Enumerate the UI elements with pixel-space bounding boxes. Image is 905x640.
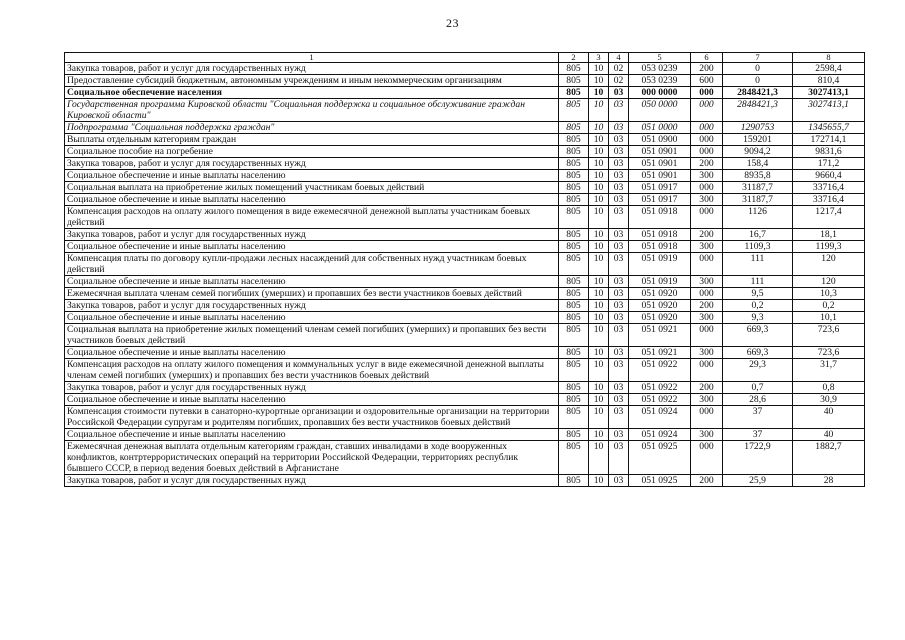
row-amount-col8-cell: 1217,4 — [793, 206, 865, 229]
row-expense-type-cell: 200 — [691, 475, 723, 487]
row-section-cell: 10 — [589, 394, 609, 406]
row-code-cell: 805 — [559, 229, 589, 241]
row-expense-type-cell: 200 — [691, 158, 723, 170]
row-section-cell: 10 — [589, 75, 609, 87]
row-expense-type-cell: 000 — [691, 99, 723, 122]
row-amount-col8-cell: 31,7 — [793, 359, 865, 382]
table-header-row — [65, 53, 865, 63]
row-expense-type-cell: 600 — [691, 75, 723, 87]
row-section-cell: 10 — [589, 63, 609, 75]
table-row — [65, 253, 865, 276]
row-section-cell: 10 — [589, 324, 609, 347]
row-target-article-cell: 051 0918 — [629, 206, 691, 229]
header-cell: 2 — [559, 53, 589, 63]
row-amount-col8-cell: 1345655,7 — [793, 122, 865, 134]
row-code-cell: 805 — [559, 394, 589, 406]
row-section-cell: 10 — [589, 429, 609, 441]
row-amount-col7-cell: 0 — [723, 75, 793, 87]
row-amount-col7-cell: 158,4 — [723, 158, 793, 170]
row-name-cell: Компенсация стоимости путевки в санаторно-курортные организации и оздоровительные организации на территории Российской Федерации супругам и родителям погибших, пропавших без вести участников боевых действий — [65, 406, 559, 429]
table-row — [65, 182, 865, 194]
row-amount-col8-cell: 9831,6 — [793, 146, 865, 158]
row-target-article-cell: 050 0000 — [629, 99, 691, 122]
table-row — [65, 241, 865, 253]
row-expense-type-cell: 000 — [691, 441, 723, 475]
row-name-cell: Социальное обеспечение и иные выплаты населению — [65, 347, 559, 359]
row-target-article-cell: 051 0920 — [629, 300, 691, 312]
row-subsection-cell: 03 — [609, 276, 629, 288]
row-code-cell: 805 — [559, 146, 589, 158]
row-section-cell: 10 — [589, 194, 609, 206]
row-section-cell: 10 — [589, 229, 609, 241]
row-name-cell: Социальная выплата на приобретение жилых помещений участникам боевых действий — [65, 182, 559, 194]
row-name-cell: Выплаты отдельным категориям граждан — [65, 134, 559, 146]
row-subsection-cell: 03 — [609, 406, 629, 429]
row-section-cell: 10 — [589, 146, 609, 158]
row-code-cell: 805 — [559, 206, 589, 229]
row-name-cell: Закупка товаров, работ и услуг для государственных нужд — [65, 300, 559, 312]
row-section-cell: 10 — [589, 382, 609, 394]
row-amount-col7-cell: 0 — [723, 63, 793, 75]
header-cell: 5 — [629, 53, 691, 63]
row-target-article-cell: 051 0922 — [629, 382, 691, 394]
row-name-cell: Подпрограмма "Социальная поддержка граждан" — [65, 122, 559, 134]
row-amount-col7-cell: 31187,7 — [723, 182, 793, 194]
row-subsection-cell: 03 — [609, 324, 629, 347]
row-subsection-cell: 03 — [609, 441, 629, 475]
table-row — [65, 312, 865, 324]
row-expense-type-cell: 000 — [691, 406, 723, 429]
row-target-article-cell: 051 0920 — [629, 312, 691, 324]
row-name-cell: Компенсация платы по договору купли-продажи лесных насаждений для собственных нужд участникам боевых действий — [65, 253, 559, 276]
row-target-article-cell: 051 0924 — [629, 406, 691, 429]
row-subsection-cell: 03 — [609, 122, 629, 134]
row-amount-col7-cell: 31187,7 — [723, 194, 793, 206]
row-amount-col8-cell: 40 — [793, 429, 865, 441]
row-amount-col8-cell: 18,1 — [793, 229, 865, 241]
row-amount-col8-cell: 171,2 — [793, 158, 865, 170]
row-amount-col7-cell: 1109,3 — [723, 241, 793, 253]
table-row — [65, 288, 865, 300]
row-name-cell: Закупка товаров, работ и услуг для государственных нужд — [65, 475, 559, 487]
row-section-cell: 10 — [589, 241, 609, 253]
row-section-cell: 10 — [589, 475, 609, 487]
row-amount-col7-cell: 9,3 — [723, 312, 793, 324]
row-target-article-cell: 051 0919 — [629, 276, 691, 288]
row-code-cell: 805 — [559, 134, 589, 146]
row-target-article-cell: 051 0920 — [629, 288, 691, 300]
row-subsection-cell: 03 — [609, 87, 629, 99]
row-code-cell: 805 — [559, 359, 589, 382]
row-name-cell: Социальное обеспечение и иные выплаты населению — [65, 312, 559, 324]
row-name-cell: Компенсация расходов на оплату жилого помещения в виде ежемесячной денежной выплаты участникам боевых действий — [65, 206, 559, 229]
table-row — [65, 347, 865, 359]
table-row — [65, 276, 865, 288]
row-section-cell: 10 — [589, 300, 609, 312]
row-expense-type-cell: 300 — [691, 347, 723, 359]
table-row — [65, 429, 865, 441]
row-target-article-cell: 051 0917 — [629, 182, 691, 194]
table-row — [65, 158, 865, 170]
row-code-cell: 805 — [559, 158, 589, 170]
row-amount-col8-cell: 723,6 — [793, 347, 865, 359]
row-amount-col7-cell: 0,7 — [723, 382, 793, 394]
row-name-cell: Социальное обеспечение и иные выплаты населению — [65, 194, 559, 206]
row-name-cell: Компенсация расходов на оплату жилого помещения и коммунальных услуг в виде ежемесячной денежной выплаты членам семей погибших (умерших) и пропавших без вести участников боевых действий — [65, 359, 559, 382]
row-subsection-cell: 03 — [609, 253, 629, 276]
row-target-article-cell: 051 0922 — [629, 394, 691, 406]
table-row — [65, 99, 865, 122]
row-expense-type-cell: 300 — [691, 429, 723, 441]
row-name-cell: Социальное обеспечение и иные выплаты населению — [65, 394, 559, 406]
row-section-cell: 10 — [589, 170, 609, 182]
row-amount-col7-cell: 37 — [723, 406, 793, 429]
row-expense-type-cell: 000 — [691, 288, 723, 300]
row-target-article-cell: 000 0000 — [629, 87, 691, 99]
row-target-article-cell: 051 0919 — [629, 253, 691, 276]
row-name-cell: Социальное пособие на погребение — [65, 146, 559, 158]
row-amount-col8-cell: 2598,4 — [793, 63, 865, 75]
header-cell: 4 — [609, 53, 629, 63]
row-code-cell: 805 — [559, 99, 589, 122]
row-section-cell: 10 — [589, 441, 609, 475]
row-amount-col7-cell: 2848421,3 — [723, 87, 793, 99]
row-section-cell: 10 — [589, 276, 609, 288]
row-subsection-cell: 03 — [609, 359, 629, 382]
row-target-article-cell: 051 0921 — [629, 324, 691, 347]
row-expense-type-cell: 200 — [691, 300, 723, 312]
row-amount-col8-cell: 120 — [793, 253, 865, 276]
row-target-article-cell: 051 0900 — [629, 134, 691, 146]
row-section-cell: 10 — [589, 122, 609, 134]
row-expense-type-cell: 000 — [691, 87, 723, 99]
row-amount-col7-cell: 111 — [723, 253, 793, 276]
row-code-cell: 805 — [559, 312, 589, 324]
row-section-cell: 10 — [589, 312, 609, 324]
row-target-article-cell: 051 0901 — [629, 158, 691, 170]
row-target-article-cell: 051 0901 — [629, 170, 691, 182]
row-subsection-cell: 03 — [609, 475, 629, 487]
budget-table — [64, 52, 865, 487]
row-target-article-cell: 051 0922 — [629, 359, 691, 382]
row-amount-col8-cell: 3027413,1 — [793, 99, 865, 122]
row-amount-col8-cell: 10,1 — [793, 312, 865, 324]
row-expense-type-cell: 000 — [691, 359, 723, 382]
row-amount-col7-cell: 8935,8 — [723, 170, 793, 182]
row-target-article-cell: 051 0921 — [629, 347, 691, 359]
row-name-cell: Предоставление субсидий бюджетным, автономным учреждениям и иным некоммерческим организациям — [65, 75, 559, 87]
row-code-cell: 805 — [559, 347, 589, 359]
row-amount-col8-cell: 30,9 — [793, 394, 865, 406]
row-expense-type-cell: 200 — [691, 63, 723, 75]
header-cell: 6 — [691, 53, 723, 63]
row-code-cell: 805 — [559, 324, 589, 347]
row-section-cell: 10 — [589, 347, 609, 359]
row-subsection-cell: 03 — [609, 300, 629, 312]
row-target-article-cell: 053 0239 — [629, 75, 691, 87]
row-subsection-cell: 03 — [609, 288, 629, 300]
row-subsection-cell: 03 — [609, 312, 629, 324]
row-subsection-cell: 03 — [609, 194, 629, 206]
row-subsection-cell: 03 — [609, 382, 629, 394]
row-section-cell: 10 — [589, 134, 609, 146]
row-code-cell: 805 — [559, 441, 589, 475]
row-amount-col8-cell: 33716,4 — [793, 194, 865, 206]
table-row — [65, 75, 865, 87]
table-row — [65, 87, 865, 99]
row-amount-col8-cell: 3027413,1 — [793, 87, 865, 99]
row-code-cell: 805 — [559, 288, 589, 300]
row-expense-type-cell: 300 — [691, 170, 723, 182]
table-row — [65, 63, 865, 75]
row-amount-col8-cell: 0,8 — [793, 382, 865, 394]
row-section-cell: 10 — [589, 182, 609, 194]
row-name-cell: Социальное обеспечение населения — [65, 87, 559, 99]
row-subsection-cell: 03 — [609, 241, 629, 253]
row-expense-type-cell: 300 — [691, 312, 723, 324]
row-name-cell: Государственная программа Кировской области "Социальная поддержка и социальное обслуживание граждан Кировской области" — [65, 99, 559, 122]
row-amount-col8-cell: 120 — [793, 276, 865, 288]
row-expense-type-cell: 300 — [691, 394, 723, 406]
row-amount-col7-cell: 9094,2 — [723, 146, 793, 158]
row-subsection-cell: 03 — [609, 170, 629, 182]
row-subsection-cell: 03 — [609, 394, 629, 406]
row-name-cell: Социальное обеспечение и иные выплаты населению — [65, 429, 559, 441]
table-row — [65, 382, 865, 394]
row-amount-col7-cell: 111 — [723, 276, 793, 288]
table-row — [65, 441, 865, 475]
row-name-cell: Социальное обеспечение и иные выплаты населению — [65, 276, 559, 288]
row-subsection-cell: 03 — [609, 206, 629, 229]
row-expense-type-cell: 200 — [691, 382, 723, 394]
row-section-cell: 10 — [589, 253, 609, 276]
table-row — [65, 146, 865, 158]
row-section-cell: 10 — [589, 158, 609, 170]
row-expense-type-cell: 000 — [691, 122, 723, 134]
row-code-cell: 805 — [559, 300, 589, 312]
row-amount-col8-cell: 10,3 — [793, 288, 865, 300]
row-subsection-cell: 03 — [609, 429, 629, 441]
row-amount-col8-cell: 40 — [793, 406, 865, 429]
row-section-cell: 10 — [589, 406, 609, 429]
row-expense-type-cell: 000 — [691, 146, 723, 158]
row-expense-type-cell: 300 — [691, 194, 723, 206]
row-target-article-cell: 051 0925 — [629, 441, 691, 475]
row-code-cell: 805 — [559, 194, 589, 206]
header-cell: 3 — [589, 53, 609, 63]
row-section-cell: 10 — [589, 288, 609, 300]
row-code-cell: 805 — [559, 182, 589, 194]
row-section-cell: 10 — [589, 206, 609, 229]
row-expense-type-cell: 000 — [691, 182, 723, 194]
row-code-cell: 805 — [559, 63, 589, 75]
table-row — [65, 122, 865, 134]
table-row — [65, 324, 865, 347]
row-target-article-cell: 051 0925 — [629, 475, 691, 487]
row-target-article-cell: 051 0901 — [629, 146, 691, 158]
row-name-cell: Ежемесячная выплата членам семей погибших (умерших) и пропавших без вести участников боевых действий — [65, 288, 559, 300]
row-amount-col8-cell: 810,4 — [793, 75, 865, 87]
row-amount-col7-cell: 37 — [723, 429, 793, 441]
row-code-cell: 805 — [559, 253, 589, 276]
table-row — [65, 359, 865, 382]
row-subsection-cell: 03 — [609, 99, 629, 122]
row-name-cell: Социальное обеспечение и иные выплаты населению — [65, 170, 559, 182]
row-amount-col7-cell: 669,3 — [723, 324, 793, 347]
row-amount-col8-cell: 172714,1 — [793, 134, 865, 146]
row-amount-col8-cell: 1882,7 — [793, 441, 865, 475]
table-row — [65, 394, 865, 406]
row-amount-col7-cell: 29,3 — [723, 359, 793, 382]
row-section-cell: 10 — [589, 359, 609, 382]
row-subsection-cell: 02 — [609, 63, 629, 75]
table-row — [65, 475, 865, 487]
row-expense-type-cell: 300 — [691, 241, 723, 253]
row-code-cell: 805 — [559, 406, 589, 429]
table-row — [65, 170, 865, 182]
row-amount-col7-cell: 9,5 — [723, 288, 793, 300]
table-row — [65, 229, 865, 241]
row-expense-type-cell: 000 — [691, 206, 723, 229]
row-expense-type-cell: 300 — [691, 276, 723, 288]
row-name-cell: Закупка товаров, работ и услуг для государственных нужд — [65, 63, 559, 75]
row-amount-col8-cell: 9660,4 — [793, 170, 865, 182]
row-amount-col8-cell: 0,2 — [793, 300, 865, 312]
page-number: 23 — [446, 16, 459, 30]
row-name-cell: Социальная выплата на приобретение жилых помещений членам семей погибших (умерших) и пропавших без вести участников боевых действий — [65, 324, 559, 347]
row-code-cell: 805 — [559, 475, 589, 487]
row-subsection-cell: 03 — [609, 146, 629, 158]
row-code-cell: 805 — [559, 241, 589, 253]
header-cell: 1 — [65, 53, 559, 63]
row-section-cell: 10 — [589, 87, 609, 99]
row-expense-type-cell: 000 — [691, 324, 723, 347]
row-amount-col8-cell: 28 — [793, 475, 865, 487]
row-amount-col7-cell: 28,6 — [723, 394, 793, 406]
row-expense-type-cell: 000 — [691, 253, 723, 276]
row-amount-col7-cell: 16,7 — [723, 229, 793, 241]
row-name-cell: Закупка товаров, работ и услуг для государственных нужд — [65, 158, 559, 170]
row-subsection-cell: 03 — [609, 182, 629, 194]
header-cell: 8 — [793, 53, 865, 63]
row-subsection-cell: 02 — [609, 75, 629, 87]
row-target-article-cell: 053 0239 — [629, 63, 691, 75]
table-row — [65, 134, 865, 146]
table-row — [65, 406, 865, 429]
table-body — [65, 53, 865, 487]
row-amount-col8-cell: 33716,4 — [793, 182, 865, 194]
row-amount-col8-cell: 1199,3 — [793, 241, 865, 253]
row-subsection-cell: 03 — [609, 229, 629, 241]
row-name-cell: Закупка товаров, работ и услуг для государственных нужд — [65, 229, 559, 241]
row-code-cell: 805 — [559, 122, 589, 134]
row-code-cell: 805 — [559, 276, 589, 288]
row-amount-col7-cell: 0,2 — [723, 300, 793, 312]
row-subsection-cell: 03 — [609, 134, 629, 146]
row-subsection-cell: 03 — [609, 347, 629, 359]
table-row — [65, 300, 865, 312]
row-expense-type-cell: 000 — [691, 134, 723, 146]
table-row — [65, 194, 865, 206]
row-target-article-cell: 051 0924 — [629, 429, 691, 441]
row-target-article-cell: 051 0917 — [629, 194, 691, 206]
row-name-cell: Закупка товаров, работ и услуг для государственных нужд — [65, 382, 559, 394]
row-target-article-cell: 051 0918 — [629, 229, 691, 241]
row-section-cell: 10 — [589, 99, 609, 122]
row-amount-col7-cell: 1290753 — [723, 122, 793, 134]
row-amount-col7-cell: 25,9 — [723, 475, 793, 487]
row-code-cell: 805 — [559, 87, 589, 99]
table-row — [65, 206, 865, 229]
row-amount-col8-cell: 723,6 — [793, 324, 865, 347]
row-name-cell: Ежемесячная денежная выплата отдельным категориям граждан, ставших инвалидами в ходе вооруженных конфликтов, контртеррористических операций на территории Российской Федерации, территориях республик бывшего СССР, в период ведения боевых действий в Афганистане — [65, 441, 559, 475]
row-amount-col7-cell: 669,3 — [723, 347, 793, 359]
row-subsection-cell: 03 — [609, 158, 629, 170]
row-target-article-cell: 051 0918 — [629, 241, 691, 253]
row-amount-col7-cell: 159201 — [723, 134, 793, 146]
row-code-cell: 805 — [559, 429, 589, 441]
header-cell: 7 — [723, 53, 793, 63]
row-code-cell: 805 — [559, 75, 589, 87]
row-amount-col7-cell: 1722,9 — [723, 441, 793, 475]
row-expense-type-cell: 200 — [691, 229, 723, 241]
row-code-cell: 805 — [559, 170, 589, 182]
row-name-cell: Социальное обеспечение и иные выплаты населению — [65, 241, 559, 253]
row-code-cell: 805 — [559, 382, 589, 394]
row-target-article-cell: 051 0000 — [629, 122, 691, 134]
row-amount-col7-cell: 1126 — [723, 206, 793, 229]
row-amount-col7-cell: 2848421,3 — [723, 99, 793, 122]
